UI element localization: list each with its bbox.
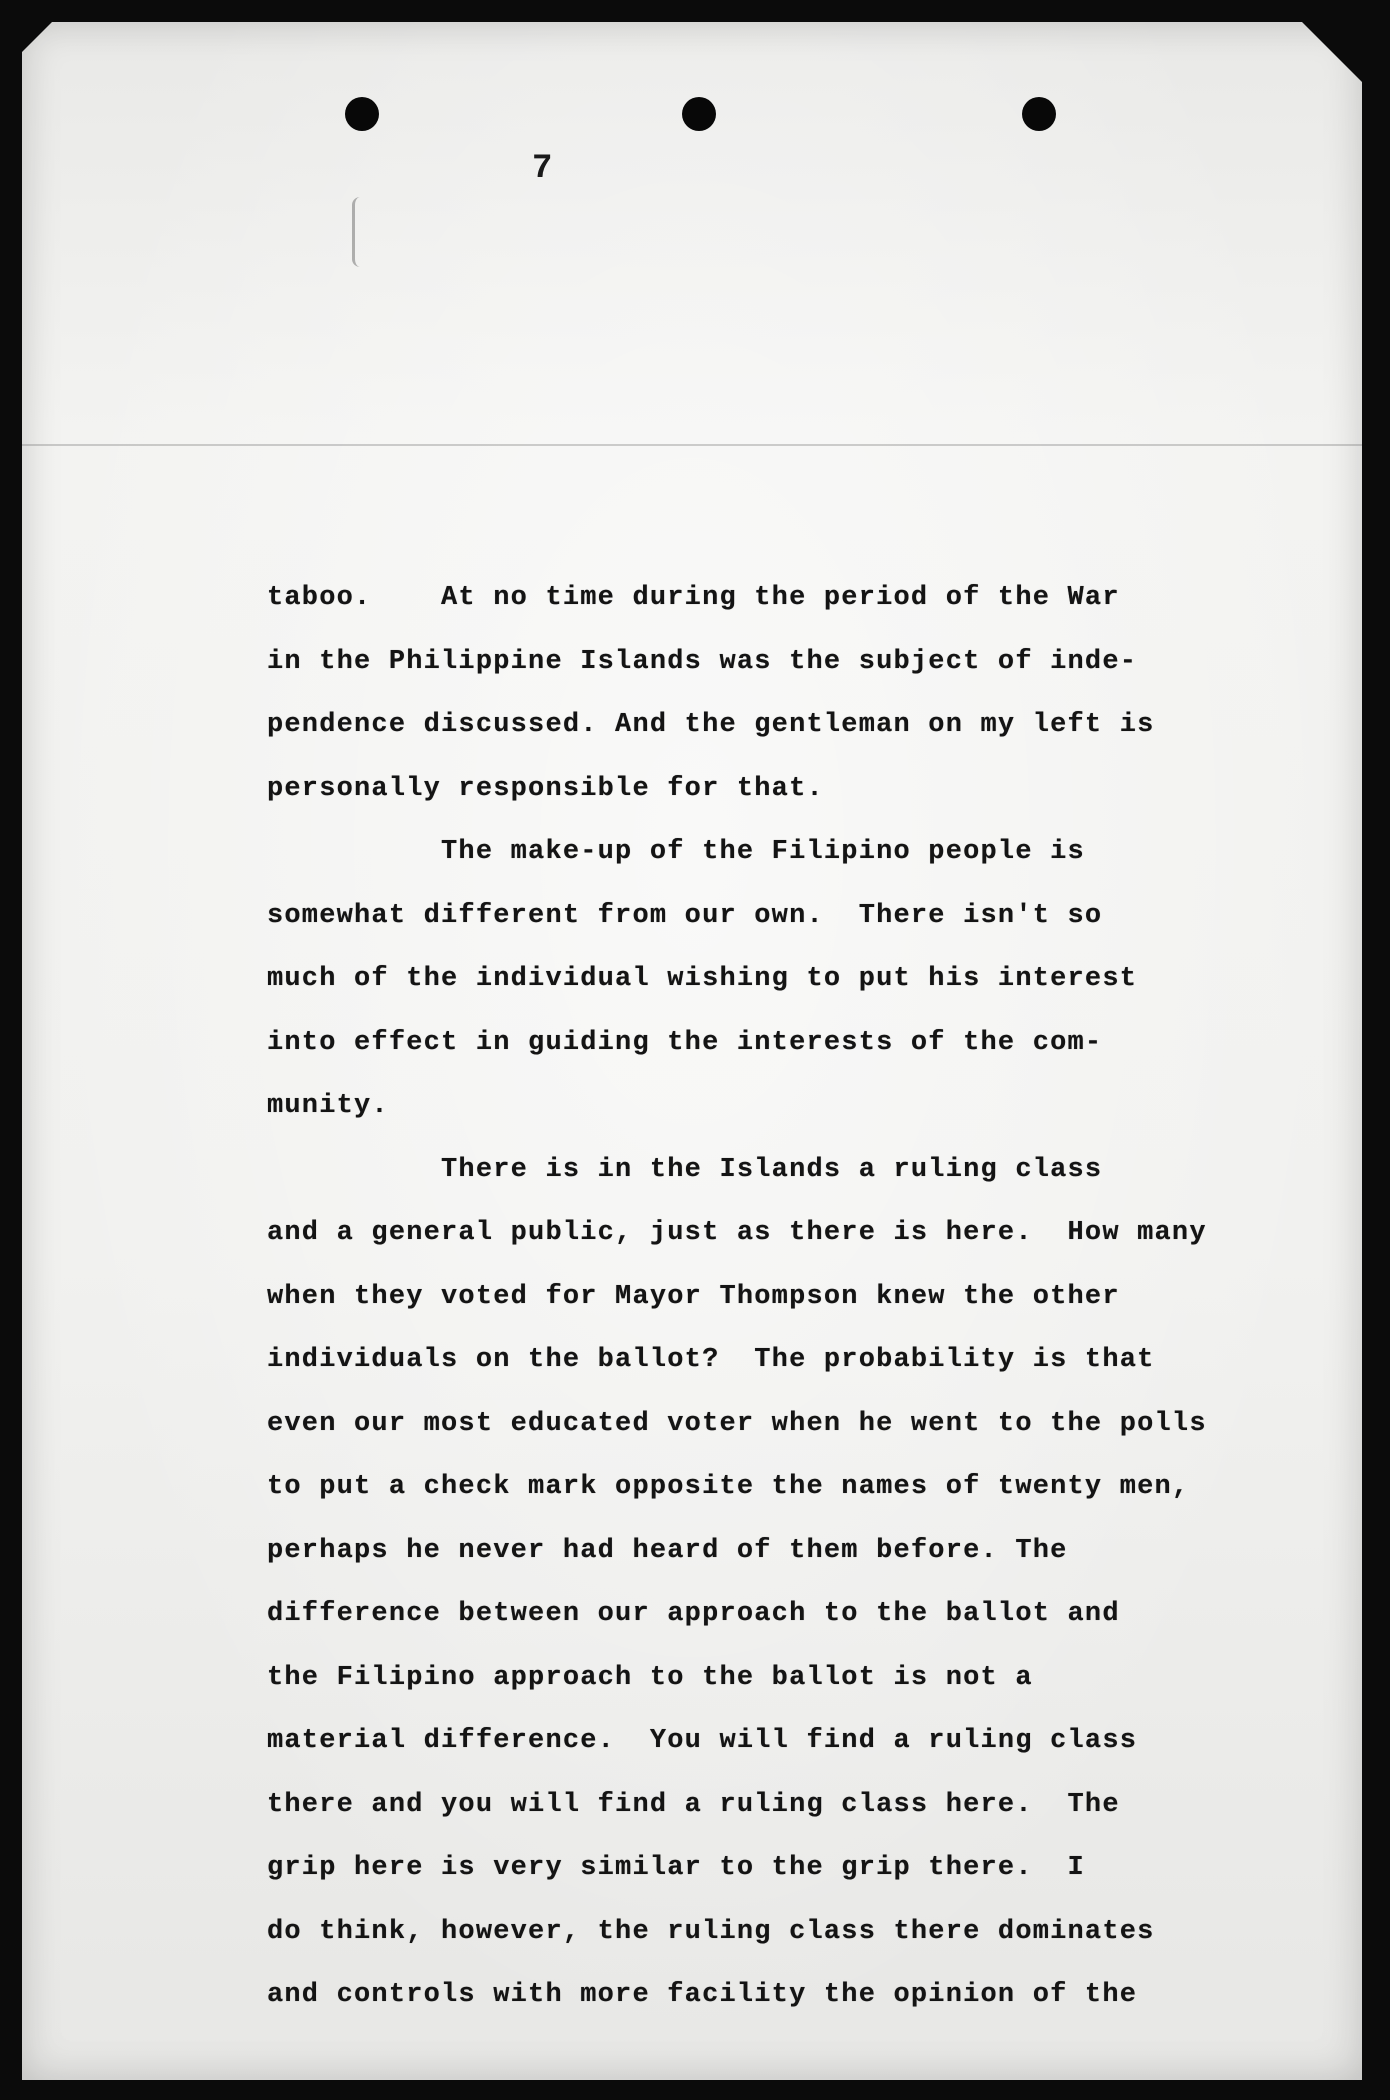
punch-hole	[1022, 97, 1056, 131]
pencil-margin-mark	[352, 197, 369, 267]
text-line: and a general public, just as there is here. How many	[267, 1218, 1207, 1248]
text-line: difference between our approach to the ballot and	[267, 1599, 1120, 1629]
text-line: individuals on the ballot? The probability is that	[267, 1345, 1155, 1375]
text-line: to put a check mark opposite the names of twenty men,	[267, 1472, 1190, 1502]
folded-corner-left	[22, 22, 52, 52]
text-line: even our most educated voter when he went to the polls	[267, 1408, 1207, 1439]
text-line: There is in the Islands a ruling class	[267, 1154, 1103, 1185]
paper-fold-line	[22, 444, 1362, 446]
text-line: the Filipino approach to the ballot is not a	[267, 1662, 1033, 1693]
text-line: in the Philippine Islands was the subject of inde-	[267, 646, 1138, 677]
text-line: do think, however, the ruling class there dominates	[267, 1916, 1155, 1947]
text-line: much of the individual wishing to put his interest	[267, 964, 1138, 994]
text-line: The make-up of the Filipino people is	[267, 837, 1085, 867]
paper-sheet	[22, 22, 1362, 2080]
typewritten-body	[267, 567, 1327, 2028]
text-line: there and you will find a ruling class here. The	[267, 1789, 1120, 1820]
text-line: when they voted for Mayor Thompson knew the other	[267, 1281, 1120, 1312]
page-number: 7	[532, 150, 553, 188]
punch-hole	[345, 97, 379, 131]
text-line: munity.	[267, 1091, 389, 1121]
folded-corner-right	[1302, 22, 1362, 82]
text-line: into effect in guiding the interests of the com-	[267, 1027, 1103, 1058]
text-line: grip here is very similar to the grip there. I	[267, 1853, 1085, 1883]
punch-hole	[682, 97, 716, 131]
text-line: taboo. At no time during the period of the War	[267, 583, 1120, 613]
text-line: and controls with more facility the opinion of the	[267, 1980, 1138, 2010]
text-line: somewhat different from our own. There isn't so	[267, 900, 1103, 931]
text-line: perhaps he never had heard of them before. The	[267, 1535, 1068, 1566]
text-line: material difference. You will find a ruling class	[267, 1726, 1138, 1756]
text-line: pendence discussed. And the gentleman on my left is	[267, 710, 1155, 740]
text-line: personally responsible for that.	[267, 773, 824, 804]
